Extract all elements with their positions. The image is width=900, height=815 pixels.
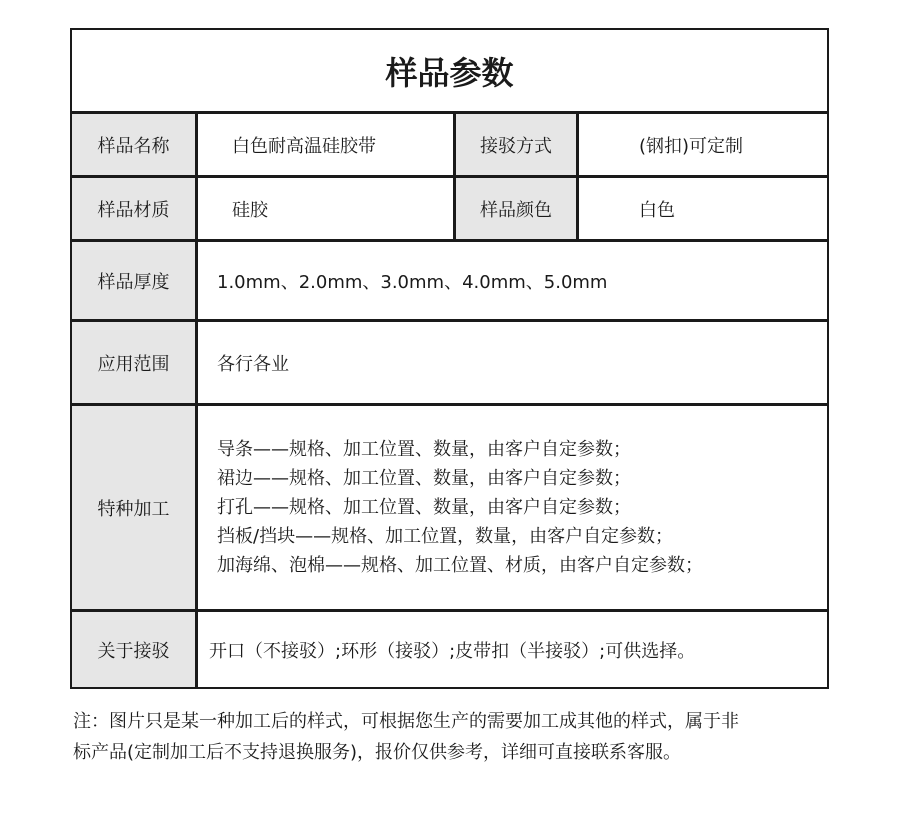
row-application-scope (72, 322, 827, 406)
value-special-processing (198, 406, 827, 609)
processing-line: 导条——规格、加工位置、数量，由客户自定参数； (217, 439, 631, 460)
row-sample-material (72, 178, 827, 242)
row-special-processing (72, 406, 827, 612)
label-about-joining: 关于接驳 (72, 612, 198, 687)
footnote-line: 标产品(定制加工后不支持退换服务)，报价仅供参考，详细可直接联系客服。 (73, 742, 682, 763)
processing-line: 挡板/挡块——规格、加工位置，数量，由客户自定参数； (217, 526, 674, 547)
value-application-scope: 各行各业 (217, 353, 289, 375)
value-sample-material: 硅胶 (232, 199, 268, 221)
footnote (73, 706, 833, 768)
value-sample-name: 白色耐高温硅胶带 (232, 135, 376, 157)
footnote-line: 注：图片只是某一种加工后的样式，可根据您生产的需要加工成其他的样式，属于非 (73, 711, 739, 732)
label-sample-material: 样品材质 (72, 178, 198, 239)
processing-line: 裙边——规格、加工位置、数量，由客户自定参数； (217, 468, 631, 489)
value-sample-color: 白色 (639, 199, 675, 221)
value-joining-method: (钢扣)可定制 (639, 135, 744, 157)
sample-parameters-table (70, 28, 829, 689)
label-joining-method: 接驳方式 (453, 114, 579, 175)
row-about-joining (72, 612, 827, 687)
label-application-scope: 应用范围 (72, 322, 198, 403)
row-sample-name (72, 114, 827, 178)
label-sample-color: 样品颜色 (453, 178, 579, 239)
label-special-processing: 特种加工 (72, 406, 198, 609)
processing-line: 打孔——规格、加工位置、数量，由客户自定参数； (217, 497, 631, 518)
label-sample-name: 样品名称 (72, 114, 198, 175)
processing-line: 加海绵、泡棉——规格、加工位置、材质，由客户自定参数； (217, 555, 703, 576)
value-sample-thickness: 1.0mm、2.0mm、3.0mm、4.0mm、5.0mm (217, 271, 608, 293)
row-sample-thickness (72, 242, 827, 322)
value-about-joining: 开口（不接驳）;环形（接驳）;皮带扣（半接驳）;可供选择。 (209, 640, 696, 662)
label-sample-thickness: 样品厚度 (72, 242, 198, 319)
table-title: 样品参数 (72, 30, 827, 114)
